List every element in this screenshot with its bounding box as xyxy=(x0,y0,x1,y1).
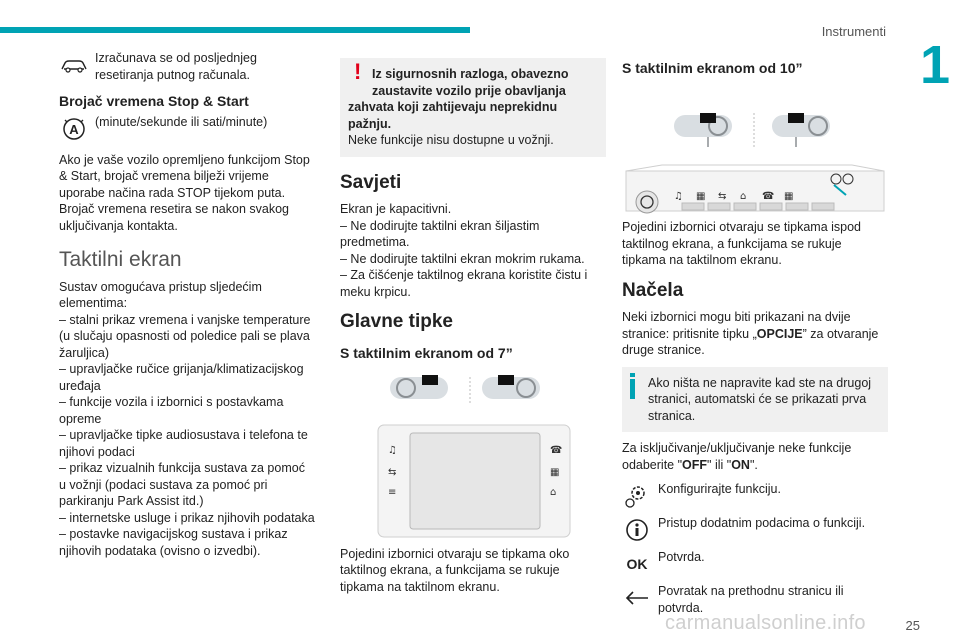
svg-text:A: A xyxy=(69,121,79,137)
principles-text-c: ” za otvaranje druge stranice. xyxy=(622,326,879,357)
icon-row-ok xyxy=(622,549,888,579)
screen7-illustration xyxy=(370,371,606,544)
list-item: – internetske usluge i prikaz njihovih podataka xyxy=(59,510,315,525)
svg-text:≡: ≡ xyxy=(388,487,397,498)
toggle-text-b: " ili " xyxy=(707,457,732,472)
steering-wheel-icon xyxy=(390,375,448,399)
stopstart-units: (minute/sekunde ili sati/minute) xyxy=(95,114,268,129)
column-left xyxy=(59,50,315,567)
info-box xyxy=(622,367,888,433)
screen7-heading: S taktilnim ekranom od 7” xyxy=(340,344,513,361)
svg-text:▦: ▦ xyxy=(784,190,794,202)
off-label: OFF xyxy=(682,457,708,472)
screen10-text: Pojedini izbornici otvaraju se tipkama ispod taktilnog ekrana, a funkcijama se rukuje tipkama na taktilnom ekranu. xyxy=(622,220,862,267)
trip-reset-text: Izračunava se od posljednjeg resetiranja putnog računala. xyxy=(95,51,257,82)
touchscreen-list xyxy=(59,279,315,560)
column-middle xyxy=(340,54,606,603)
warning-box xyxy=(340,58,606,157)
info-icon xyxy=(622,515,652,545)
svg-text:⇆: ⇆ xyxy=(388,467,397,478)
stop-start-icon xyxy=(59,114,89,144)
list-item: – upravljačke ručice grijanja/klimatizacijskog uređaja xyxy=(59,362,304,393)
principles-text xyxy=(622,309,888,359)
warning-title-line1: Iz sigurnosnih razloga, obavezno zaustavite vozilo prije obavljanja xyxy=(372,67,569,98)
warning-title-line2: zahvata koji zahtijevaju neprekidnu pažnju. xyxy=(348,100,558,131)
touchscreen-heading: Taktilni ekran xyxy=(59,248,182,271)
svg-text:⌂: ⌂ xyxy=(550,487,557,498)
stopstart-para-1: Ako je vaše vozilo opremljeno funkcijom Stop & Start, brojač vremena bilježi vrijeme uporabe načina rada STOP tijekom puta. xyxy=(59,152,310,200)
stopstart-paragraph xyxy=(59,152,315,235)
stopstart-para-2: Brojač vremena resetira se nakon svakog uključivanja kontakta. xyxy=(59,202,289,233)
list-item: – funkcije vozila i izbornici s postavkama opreme xyxy=(59,395,284,426)
stopstart-row xyxy=(59,114,315,144)
svg-text:☎: ☎ xyxy=(762,190,775,202)
page-number: 25 xyxy=(905,618,920,633)
svg-text:♫: ♫ xyxy=(674,190,683,202)
ok-icon: OK xyxy=(626,555,648,572)
list-item: – prikaz vizualnih funkcija sustava za pomoć u vožnji (podaci sustava za pomoć pri parkiranju Park Assist itd.) xyxy=(59,461,305,508)
svg-text:☎: ☎ xyxy=(550,445,563,456)
screen10-illustration xyxy=(622,87,888,220)
advice-line: Ekran je kapacitivni. xyxy=(340,202,452,216)
svg-text:▦: ▦ xyxy=(696,190,706,202)
principles-text-a: Neki izbornici mogu biti prikazani na dvije stranice: pritisnite tipku „ xyxy=(622,310,851,341)
settings-icon xyxy=(622,481,652,511)
list-item: – upravljačke tipke audiosustava i telefona te njihovi podaci xyxy=(59,428,308,459)
svg-text:▦: ▦ xyxy=(550,467,560,478)
main-keys-heading: Glavne tipke xyxy=(340,311,453,332)
warning-exclamation-icon: ! xyxy=(354,59,362,84)
screen7-text: Pojedini izbornici otvaraju se tipkama oko taktilnog ekrana, a funkcijama se rukuje tipkama na taktilnom ekranu. xyxy=(340,546,570,594)
car-trip-icon xyxy=(59,50,89,80)
back-text: Povratak na prethodnu stranicu ili potvrda. xyxy=(658,584,844,615)
icon-row-settings xyxy=(622,481,888,511)
column-right xyxy=(622,60,888,624)
header-accent-bar xyxy=(0,27,470,33)
svg-text:♫: ♫ xyxy=(388,445,397,456)
advice-line: – Ne dodirujte taktilni ekran šiljastim predmetima. xyxy=(340,218,540,249)
info-text: Ako ništa ne napravite kad ste na drugoj stranici, automatski će se prikazati prva stranica. xyxy=(648,375,872,423)
chapter-title: Instrumenti xyxy=(821,24,886,39)
svg-text:⌂: ⌂ xyxy=(740,190,747,202)
icon-row-info xyxy=(622,515,888,545)
settings-text: Konfigurirajte funkciju. xyxy=(658,482,781,496)
list-item: – stalni prikaz vremena i vanjske temperature (u slučaju opasnosti od poledice pali se plava žaruljica) xyxy=(59,312,311,360)
ok-text: Potvrda. xyxy=(658,550,705,564)
touchscreen-intro: Sustav omogućava pristup sljedećim elementima: xyxy=(59,279,262,310)
steering-wheel-icon xyxy=(482,375,540,399)
advice-line: – Za čišćenje taktilnog ekrana koristite čistu i meku krpicu. xyxy=(340,268,588,299)
svg-text:⇆: ⇆ xyxy=(718,190,727,202)
toggle-text-a: Za isključivanje/uključivanje neke funkcije odaberite " xyxy=(622,441,852,472)
trip-reset-row xyxy=(59,50,315,83)
screen10-heading: S taktilnim ekranom od 10” xyxy=(622,60,803,76)
advice-heading: Savjeti xyxy=(340,171,402,193)
back-arrow-icon xyxy=(622,583,652,613)
advice-line: – Ne dodirujte taktilni ekran mokrim rukama. xyxy=(340,251,585,266)
chapter-number: 1 xyxy=(919,35,950,95)
principles-heading: Načela xyxy=(622,279,684,301)
advice-list xyxy=(340,201,606,300)
toggle-text xyxy=(622,440,888,473)
on-label: ON xyxy=(731,457,750,472)
info-row-text: Pristup dodatnim podacima o funkciji. xyxy=(658,516,866,530)
watermark: carmanualsonline.info xyxy=(665,612,866,634)
warning-body: Neke funkcije nisu dostupne u vožnji. xyxy=(348,133,554,147)
list-item: – postavke navigacijskog sustava i prikaz njihovih podataka (ovisno o izvedbi). xyxy=(59,527,288,558)
options-key-label: OPCIJE xyxy=(756,326,803,341)
info-marker-icon xyxy=(630,373,636,403)
toggle-text-c: ". xyxy=(749,457,758,472)
stopstart-heading: Brojač vremena Stop & Start xyxy=(59,93,249,109)
